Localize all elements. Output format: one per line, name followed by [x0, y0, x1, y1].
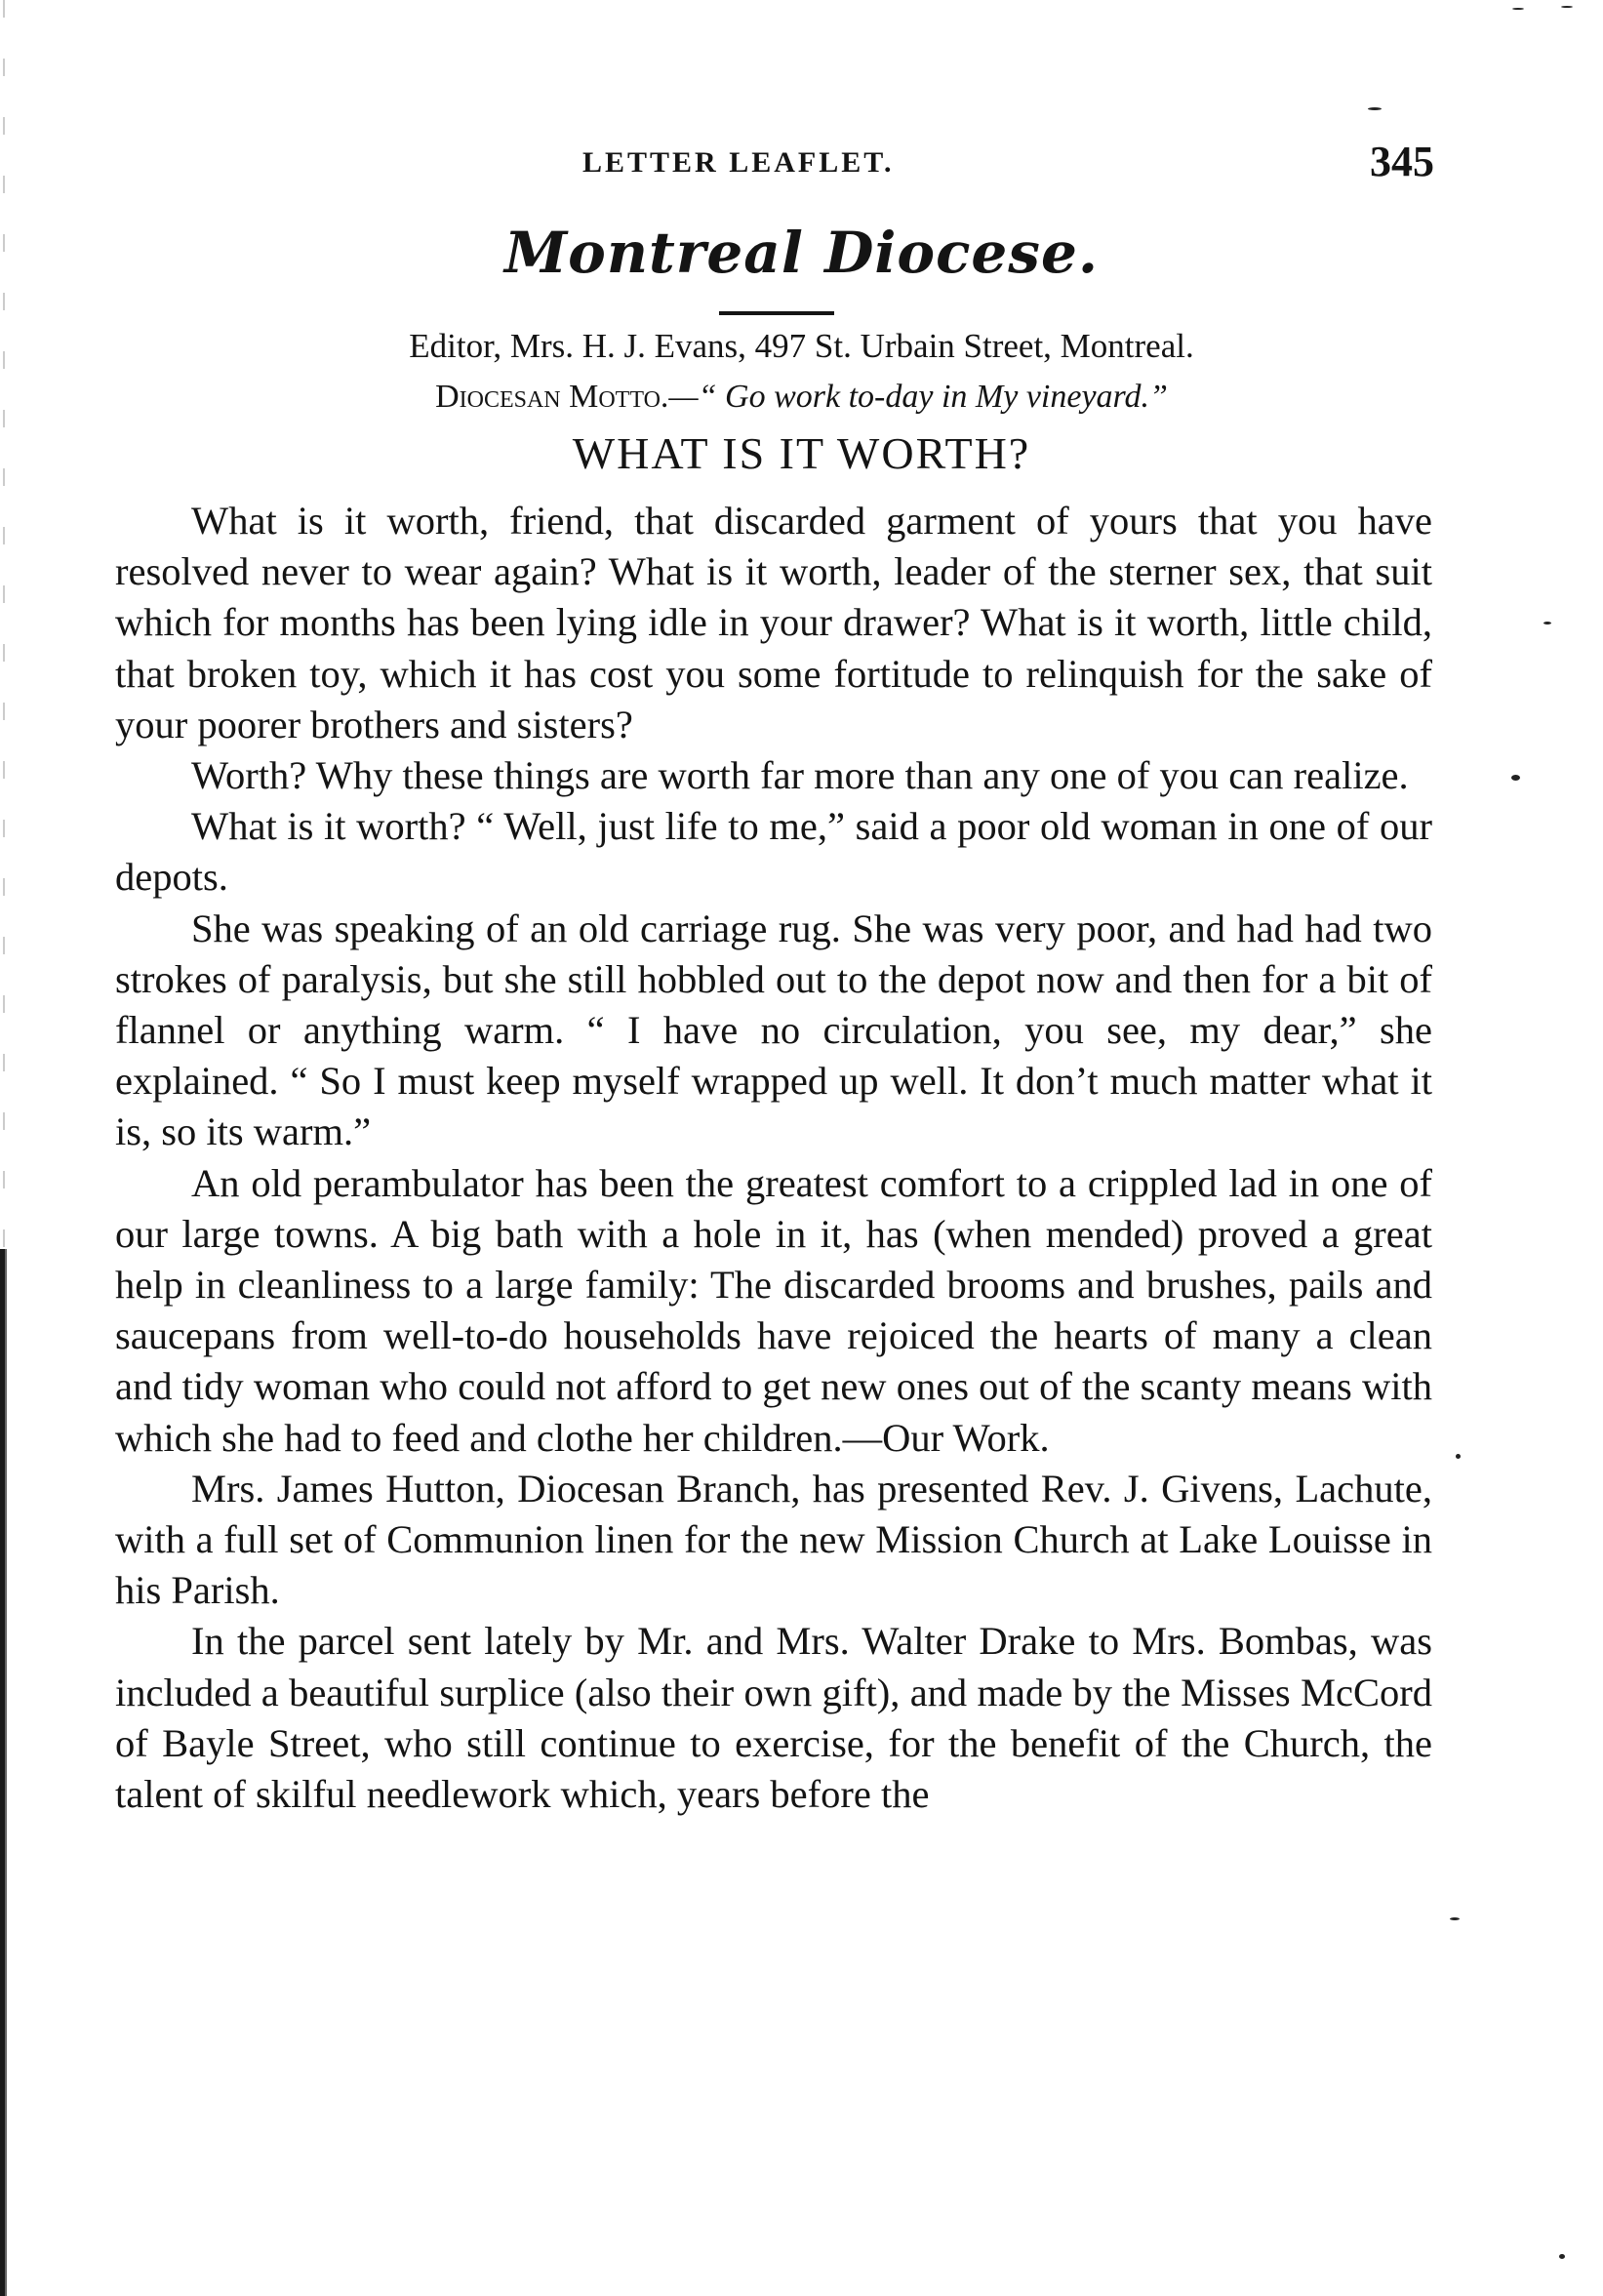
paragraph: Mrs. James Hutton, Diocesan Branch, has presented Rev. J. Givens, Lachute, with a full set of Communion linen for the new Mission Church at Lake Louisse in his Parish. [115, 1466, 1432, 1613]
binding-edge [0, 1249, 9, 2296]
scan-speck [1368, 107, 1382, 110]
article-body [115, 496, 1432, 1820]
scan-speck [1511, 775, 1520, 781]
scan-speck [1543, 622, 1551, 624]
running-head [117, 138, 1434, 195]
scan-speck [1559, 2254, 1565, 2259]
scan-speck [1450, 1917, 1460, 1920]
article-heading: WHAT IS IT WORTH? [572, 428, 1031, 478]
scan-speck [1512, 8, 1524, 10]
paragraph: What is it worth? “ Well, just life to me,” said a poor old woman in one of our depots. [115, 804, 1432, 900]
scan-speck [1456, 1454, 1461, 1459]
running-title: LETTER LEAFLET. [582, 146, 895, 179]
section-title: Montreal Diocese. [503, 220, 1100, 286]
title-rule [719, 311, 834, 315]
paragraph: What is it worth, friend, that discarded garment of yours that you have resolved never to wear again? What is it worth, leader of the sterner sex, that suit which for months has been lying idle in your drawer? What is it worth, little child, that broken toy, which it has cost you some fortitude to relinquish for the sake of your poorer brothers and sisters? [115, 499, 1432, 746]
paragraph: An old perambulator has been the greatest comfort to a crippled lad in one of our large towns. A big bath with a hole in it, has (when mended) proved a great help in cleanliness to a large family: The discarded brooms and brushes, pails and saucepans from well-to-do households have rejoiced the hearts of many a clean and tidy woman who could not afford to get new ones out of the scanty means with which she had to feed and clothe her children.—Our Work. [115, 1160, 1432, 1460]
editor-line: Editor, Mrs. H. J. Evans, 497 St. Urbain Street, Montreal. [409, 327, 1194, 365]
paragraph: Worth? Why these things are worth far more than any one of you can realize. [191, 753, 1409, 798]
motto-label: Diocesan Motto. [435, 379, 669, 415]
page-number: 345 [1370, 138, 1434, 185]
scan-speck [1561, 6, 1573, 8]
paragraph: In the parcel sent lately by Mr. and Mrs. Walter Drake to Mrs. Bombas, was included a beautiful surplice (also their own gift), and made by the Misses McCord of Bayle Street, who still continue to exercise, for the benefit of the Church, the talent of skilful needlework which, years before the [115, 1619, 1432, 1817]
binding-edge-upper [3, 0, 5, 1249]
motto-line [0, 379, 1603, 416]
motto-text: —“ Go work to-day in My vineyard.” [668, 379, 1168, 415]
paragraph: She was speaking of an old carriage rug. She was very poor, and had had two strokes of paralysis, but she still hobbled out to the depot now and then for a bit of flannel or anything warm. “ I have no circulation, you see, my dear,” she explained. “ So I must keep myself wrapped up well. It don’t much matter what it is, so its warm.” [115, 906, 1432, 1154]
